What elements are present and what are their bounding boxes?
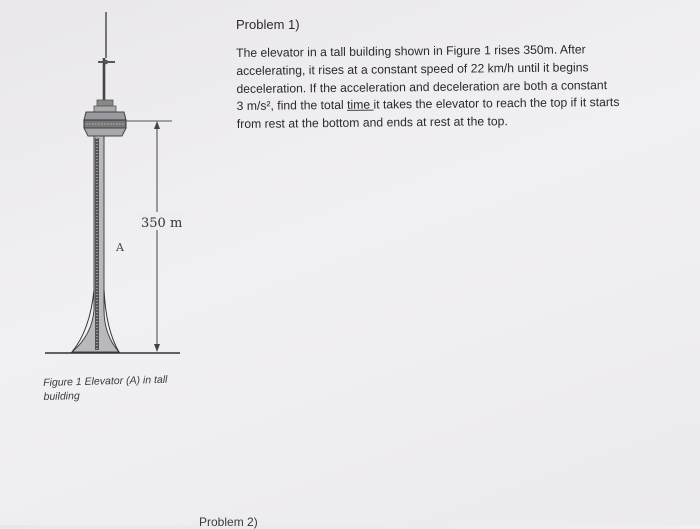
caption-line-2: building	[43, 390, 80, 403]
underlined-term: time	[346, 97, 374, 113]
problem-line-5: from rest at the bottom and ends at rest at the top.	[236, 114, 508, 132]
elevator-label: A	[116, 241, 124, 254]
upper-pod-ring	[94, 106, 116, 112]
main-pod-bottom	[84, 128, 126, 136]
main-pod-top	[84, 112, 126, 120]
figure-caption	[43, 373, 168, 404]
problem-line-2: accelerating, it rises at a constant speed of 22 km/h until it begins	[236, 60, 589, 78]
upper-pod-top	[97, 100, 113, 106]
dimension-arrow-top	[154, 121, 160, 129]
height-label: 350 m	[141, 216, 183, 231]
problem-line-4-start: 3 m/s², find the total	[236, 98, 348, 114]
problem-statement	[236, 40, 677, 134]
problem-line-3: deceleration. If the acceleration and deceleration are both a constant	[236, 77, 608, 96]
problem-title: Problem 1)	[236, 17, 300, 32]
tower-diagram	[0, 0, 230, 420]
next-problem-heading: Problem 2)	[199, 515, 258, 529]
caption-line-1: Figure 1 Elevator (A) in tall	[43, 373, 168, 389]
figure-1	[0, 0, 230, 420]
problem-line-1: The elevator in a tall building shown in Figure 1 rises 350m. After	[236, 42, 586, 60]
dimension-arrow-bottom	[154, 344, 160, 352]
antenna-node	[104, 60, 108, 64]
problem-line-4-end: it takes the elevator to reach the top if it starts	[373, 95, 620, 112]
